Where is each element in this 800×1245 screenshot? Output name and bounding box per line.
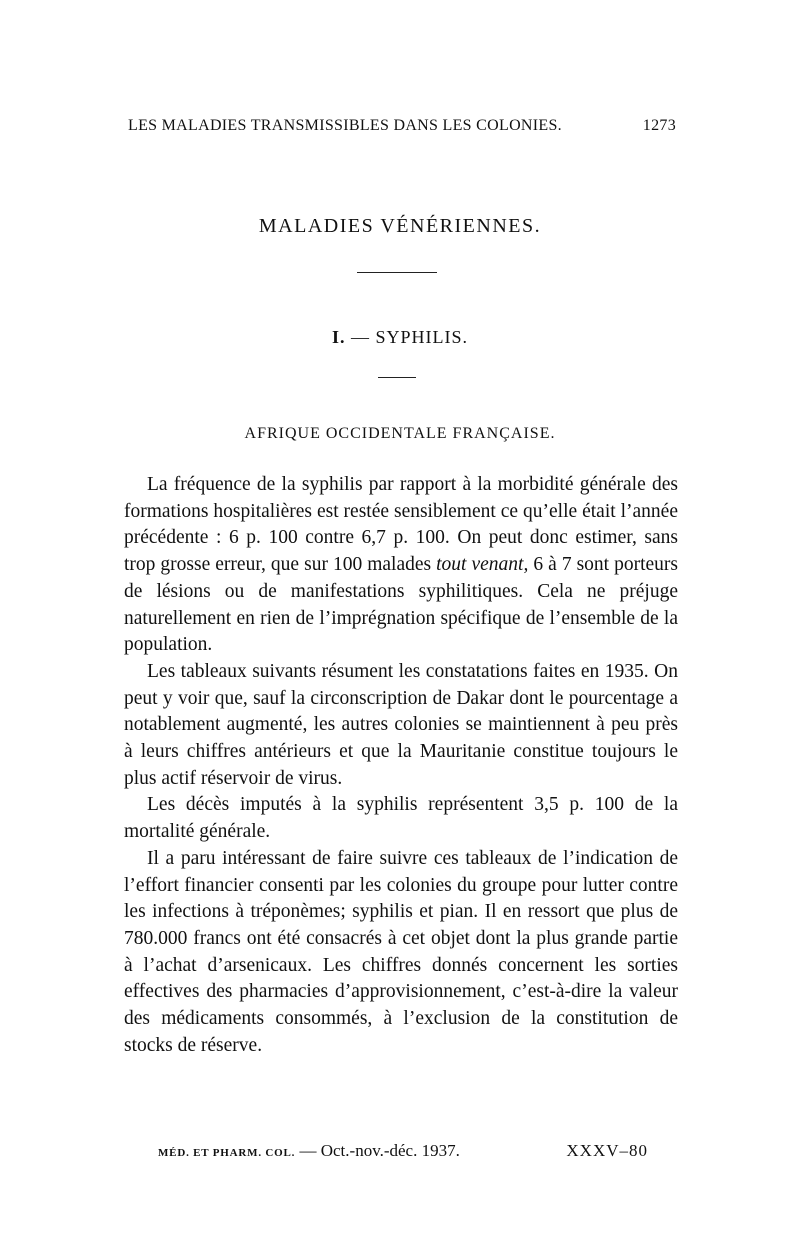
journal-abbreviation: MÉD. ET PHARM. COL. <box>158 1147 296 1159</box>
chapter-title: MALADIES VÉNÉRIENNES. <box>258 215 542 237</box>
running-title: LES MALADIES TRANSMISSIBLES DANS LES COLONIES. <box>128 117 562 134</box>
paragraph: Il a paru intéressant de faire suivre ces tableaux de l’indication de l’effort financier consenti par les colonies du groupe pour lutter contre les infections à tréponèmes; syphilis et pian. Il en ressort que plus de 780.000 francs ont été consacrés à cet objet dont la plus grande partie à l’achat d’arsenicaux. Les chiffres donnés concernent les sorties effectives des pharmacies d’approvisionnement, c’est-à-dire la valeur des médicaments consommés, à l’exclusion de la constitution de stocks de réserve. <box>124 847 678 1056</box>
paragraph: Les tableaux suivants résument les constatations faites en 1935. On peut y voir que, sauf la circonscription de Dakar dont le pourcentage a notablement augmenté, les autres colonies se maintiennent à peu près à leurs chiffres antérieurs et que la Mauritanie constitue toujours le plus actif réservoir de virus. <box>124 660 678 789</box>
paragraph: Les décès imputés à la syphilis représentent 3,5 p. 100 de la mortalité générale. <box>124 794 678 843</box>
running-header <box>128 117 676 135</box>
body-text <box>124 472 678 1059</box>
signature-mark: XXXV–80 <box>566 1141 648 1160</box>
italic-phrase: tout venant, <box>436 554 529 576</box>
section-title: SYPHILIS. <box>375 327 469 347</box>
footer-dash: — <box>299 1141 317 1160</box>
paragraph-text: La fréquence de la syphilis par rapport à la morbidité générale des formations hospitalières est restée sensiblement ce qu’elle était l’année précédente : 6 p. 100 contre 6,7 p. 100. On peut donc estimer, sans trop grosse erreur, que sur 100 malades <box>124 474 678 576</box>
section-dash: — <box>351 327 370 347</box>
paragraph-text: 6 à 7 sont porteurs de lésions ou de manifestations syphilitiques. Cela ne préjuge naturellement en rien de l’imprégnation spécifique de l’ensemble de la population. <box>124 554 679 656</box>
section-divider <box>378 377 416 378</box>
section-heading <box>0 327 800 348</box>
paragraph <box>124 472 678 659</box>
title-divider <box>357 272 437 273</box>
page-number: 1273 <box>642 117 676 134</box>
footer-citation <box>158 1141 460 1161</box>
page-footer <box>158 1141 648 1161</box>
issue-date: Oct.-nov.-déc. 1937. <box>320 1141 460 1160</box>
section-numeral: I. <box>331 327 346 347</box>
subsection-heading: AFRIQUE OCCIDENTALE FRANÇAISE. <box>244 425 556 442</box>
